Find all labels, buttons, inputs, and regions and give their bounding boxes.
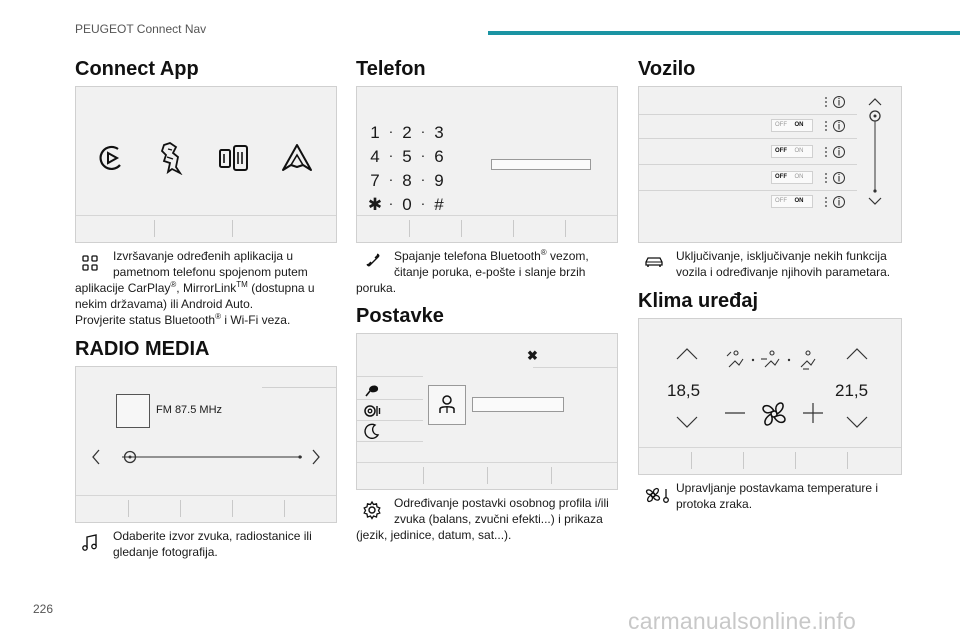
temperature-left: 18,5 <box>667 381 701 400</box>
keypad-key[interactable]: 1 <box>370 123 380 142</box>
feature-toggle[interactable]: OFF ON <box>771 119 813 132</box>
connect-app-panel <box>75 86 337 243</box>
connect-app-description <box>75 248 337 328</box>
keypad-separator: · <box>388 147 394 163</box>
chevron-left-icon <box>93 450 99 464</box>
feature-toggle[interactable]: OFF ON <box>771 145 813 158</box>
header-accent-bar <box>488 31 960 35</box>
info-icon[interactable] <box>823 195 847 209</box>
desc-line: vozila i određivanje njihovih parametara. <box>676 265 891 279</box>
info-icon[interactable] <box>823 171 847 185</box>
keypad-key[interactable]: ✱ <box>367 195 383 214</box>
klima-description <box>638 480 903 512</box>
temperature-right: 21,5 <box>835 381 869 400</box>
user-profile-icon <box>437 393 457 415</box>
profile-card[interactable] <box>428 385 466 425</box>
desc-line: protoka zraka. <box>676 497 753 511</box>
feature-toggle[interactable]: OFF ON <box>771 195 813 208</box>
palette-icon[interactable] <box>363 382 381 398</box>
keypad-separator: · <box>388 195 394 211</box>
vozilo-description <box>638 248 903 280</box>
row-divider <box>639 138 857 139</box>
desc-line: (jezik, jedinice, datum, sat...). <box>356 528 512 542</box>
section-title-radio-media: RADIO MEDIA <box>75 338 210 360</box>
desc-line: gledanje fotografija. <box>113 545 218 559</box>
keypad-key[interactable]: # <box>434 195 444 214</box>
desc-line: poruka. <box>356 281 397 295</box>
row-divider <box>639 114 857 115</box>
chevron-up-icon <box>869 99 881 105</box>
panel-bottom-bar <box>357 462 617 489</box>
keypad-key[interactable]: 2 <box>402 123 412 142</box>
radio-station-label: FM 87.5 MHz <box>156 404 223 416</box>
keypad-key[interactable]: 8 <box>402 171 412 190</box>
radio-media-panel <box>75 366 337 523</box>
sound-settings-icon[interactable] <box>362 402 382 420</box>
keypad-separator: · <box>420 171 426 187</box>
android-auto-icon[interactable] <box>281 143 313 173</box>
vozilo-panel <box>638 86 902 243</box>
keypad-separator: · <box>420 195 426 211</box>
info-icon[interactable] <box>823 145 847 159</box>
telefon-panel <box>356 86 618 243</box>
keypad-separator: · <box>388 123 394 139</box>
panel-bottom-bar <box>76 215 336 242</box>
section-title-vozilo: Vozilo <box>638 58 696 80</box>
keypad-key[interactable]: 0 <box>402 195 412 214</box>
desc-line: aplikacije CarPlay®, MirrorLink™ (dostupna u <box>75 280 315 295</box>
panel-bottom-bar <box>639 447 901 474</box>
section-title-klima: Klima uređaj <box>638 290 759 312</box>
row-divider <box>639 190 857 191</box>
temp-right-down-icon[interactable] <box>845 415 869 429</box>
chevron-right-icon <box>313 450 319 464</box>
radio-media-description <box>75 528 337 560</box>
air-distribution-icons[interactable] <box>725 349 819 371</box>
desc-line: Određivanje postavki osobnog profila i/ili <box>394 496 609 510</box>
desc-line: Izvršavanje određenih aplikacija u <box>113 249 294 263</box>
desc-line: zvuka (balans, zvučni efekti...) i prikaza <box>394 512 603 526</box>
night-mode-icon[interactable] <box>364 423 380 439</box>
keypad-key[interactable]: 3 <box>434 123 444 142</box>
phone-keypad <box>367 123 477 219</box>
feature-toggle[interactable]: OFF ON <box>771 171 813 184</box>
page-number: 226 <box>33 602 54 616</box>
section-title-telefon: Telefon <box>356 58 426 80</box>
watermark: carmanualsonline.info <box>628 608 856 634</box>
carplay-icon[interactable] <box>96 143 126 173</box>
keypad-separator: · <box>388 171 394 187</box>
desc-line: Odaberite izvor zvuka, radiostanice ili <box>113 529 312 543</box>
desc-line: Provjerite status Bluetooth® i Wi-Fi veza. <box>75 312 291 327</box>
close-icon[interactable]: ✖ <box>527 348 538 363</box>
section-title-connect-app: Connect App <box>75 58 199 80</box>
temp-left-up-icon[interactable] <box>675 347 699 361</box>
desc-line: pametnom telefonu spojenom putem <box>113 265 308 279</box>
desc-line: Uključivanje, isključivanje nekih funkcija <box>676 249 887 263</box>
desc-line: čitanje poruka, e-pošte i slanje brzih <box>394 265 586 279</box>
info-icon[interactable] <box>823 119 847 133</box>
keypad-key[interactable]: 6 <box>434 147 444 166</box>
keypad-key[interactable]: 5 <box>402 147 412 166</box>
info-icon[interactable] <box>823 95 847 109</box>
album-art-placeholder <box>116 394 150 428</box>
number-input-field[interactable] <box>491 159 591 170</box>
postavke-panel <box>356 333 618 490</box>
keypad-separator: · <box>420 123 426 139</box>
keypad-key[interactable]: 7 <box>370 171 380 190</box>
keypad-separator: · <box>420 147 426 163</box>
panel-bottom-bar <box>76 495 336 522</box>
keypad-key[interactable]: 4 <box>370 147 380 166</box>
profile-name-field[interactable] <box>472 397 564 412</box>
header-title: PEUGEOT Connect Nav <box>75 22 207 36</box>
postavke-description <box>356 495 626 543</box>
klima-panel <box>638 318 902 475</box>
radio-frequency-slider[interactable] <box>90 447 322 467</box>
row-divider <box>639 164 857 165</box>
section-title-postavke: Postavke <box>356 305 444 327</box>
chevron-down-icon <box>869 198 881 204</box>
mirrorlink-icon[interactable] <box>218 144 250 172</box>
desc-line: Spajanje telefona Bluetooth® vezom, <box>394 248 589 263</box>
panel-bottom-bar <box>357 215 617 242</box>
keypad-key[interactable]: 9 <box>434 171 444 190</box>
temp-left-down-icon[interactable] <box>675 415 699 429</box>
vertical-scrollbar[interactable] <box>865 97 885 207</box>
desc-line: nekim državama) ili Android Auto. <box>75 297 254 311</box>
fan-speed-control[interactable] <box>719 397 829 431</box>
fan-icon <box>763 403 785 425</box>
telefon-description <box>356 248 621 296</box>
peugeot-lion-icon[interactable] <box>156 141 186 175</box>
temp-right-up-icon[interactable] <box>845 347 869 361</box>
desc-line: Upravljanje postavkama temperature i <box>676 481 879 495</box>
